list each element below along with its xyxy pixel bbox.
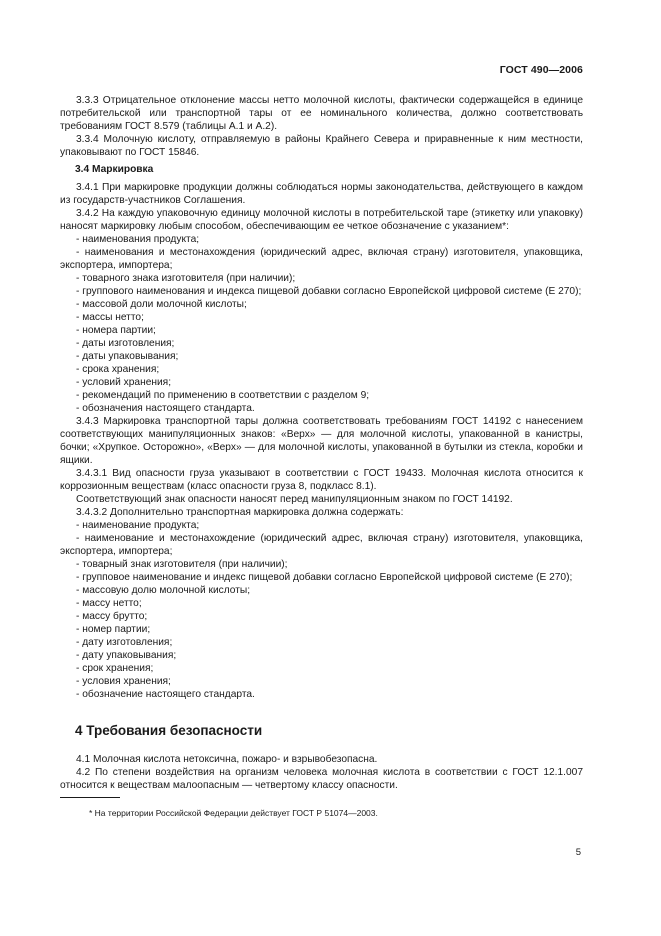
list-item: - массовой доли молочной кислоты; [76, 299, 247, 310]
list-item: - даты упаковывания; [76, 351, 179, 362]
document-body [60, 94, 583, 820]
paragraph-3-4-2: 3.4.2 На каждую упаковочную единицу молочной кислоты в потребительской таре (этикетку или упаковку) наносят маркировку любым способом, обеспечивающим ее четкое обозначение с указанием*: [60, 208, 583, 232]
list-item: - наименования продукта; [76, 234, 200, 245]
list-item: - группового наименования и индекса пищевой добавки согласно Европейской цифровой системе (Е 270); [76, 286, 582, 297]
paragraph-3-3-4: 3.3.4 Молочную кислоту, отправляемую в районы Крайнего Севера и приравненные к ним местности, упаковывают по ГОСТ 15846. [60, 134, 583, 158]
list-item: - обозначения настоящего стандарта. [76, 403, 255, 414]
section-heading-safety: 4 Требования безопасности [75, 723, 263, 738]
list-item: - срок хранения; [76, 663, 154, 674]
list-item: - массовую долю молочной кислоты; [76, 585, 251, 596]
list-item: - срока хранения; [76, 364, 160, 375]
list-item: - условия хранения; [76, 676, 171, 687]
subheading-marking: 3.4 Маркировка [75, 164, 154, 175]
paragraph-3-4-3: 3.4.3 Маркировка транспортной тары должна соответствовать требованиям ГОСТ 14192 с нанесением соответствующих манипуляционных знаков: «Верх» — для молочной кислоты, упакованной в канистры, бочки; «Хрупкое. Осторожно», «Верх» — для молочной кислоты, упакованной в бутылки из стекла, коробки и ящики. [60, 416, 583, 466]
list-item: - даты изготовления; [76, 338, 175, 349]
list-item: - наименование продукта; [76, 520, 200, 531]
footnote-separator [60, 797, 120, 798]
paragraph-3-4-3-1-continued: Соответствующий знак опасности наносят перед манипуляционным знаком по ГОСТ 14192. [76, 494, 513, 505]
list-item: - рекомендаций по применению в соответствии с разделом 9; [76, 390, 370, 401]
list-item: - обозначение настоящего стандарта. [76, 689, 255, 700]
list-item: - номер партии; [76, 624, 151, 635]
paragraph-3-4-3-1: 3.4.3.1 Вид опасности груза указывают в соответствии с ГОСТ 19433. Молочная кислота относится к коррозионным веществам (класс опасности груза 8, подкласс 8.1). [60, 468, 583, 492]
list-item: - номера партии; [76, 325, 156, 336]
paragraph-3-4-1: 3.4.1 При маркировке продукции должны соблюдаться нормы законодательства, действующего в каждом из государств-участников Соглашения. [60, 182, 583, 206]
list-item: - массы нетто; [76, 312, 144, 323]
list-item: - условий хранения; [76, 377, 172, 388]
list-item: - массу нетто; [76, 598, 142, 609]
paragraph-4-2: 4.2 По степени воздействия на организм человека молочная кислота в соответствии с ГОСТ 12.1.007 относится к веществам малоопасным — четвертому классу опасности. [60, 767, 583, 791]
paragraph-3-4-3-2: 3.4.3.2 Дополнительно транспортная маркировка должна содержать: [76, 507, 404, 518]
list-item: - наименования и местонахождения (юридический адрес, включая страну) изготовителя, упаковщика, экспортера, импортера; [60, 247, 583, 271]
footnote: * На территории Российской Федерации действует ГОСТ Р 51074—2003. [89, 808, 378, 818]
list-item: - товарного знака изготовителя (при наличии); [76, 273, 296, 284]
consumer-marking-list [60, 233, 583, 415]
paragraph-4-1: 4.1 Молочная кислота нетоксична, пожаро- и взрывобезопасна. [76, 754, 378, 765]
list-item: - товарный знак изготовителя (при наличии); [76, 559, 288, 570]
list-item: - наименование и местонахождение (юридический адрес, включая страну) изготовителя, упаковщика, экспортера, импортера; [60, 533, 583, 557]
transport-marking-list [60, 519, 583, 701]
paragraph-3-3-3: 3.3.3 Отрицательное отклонение массы нетто молочной кислоты, фактически содержащейся в единице потребительской или транспортной тары от ее номинального количества, должно соответствовать требованиям ГОСТ 8.579 (таблицы А.1 и А.2). [60, 95, 583, 132]
list-item: - групповое наименование и индекс пищевой добавки согласно Европейской цифровой системе (Е 270); [76, 572, 573, 583]
document-id-header: ГОСТ 490—2006 [499, 64, 583, 76]
list-item: - дату изготовления; [76, 637, 173, 648]
page-number: 5 [575, 847, 581, 858]
list-item: - массу брутто; [76, 611, 148, 622]
list-item: - дату упаковывания; [76, 650, 177, 661]
